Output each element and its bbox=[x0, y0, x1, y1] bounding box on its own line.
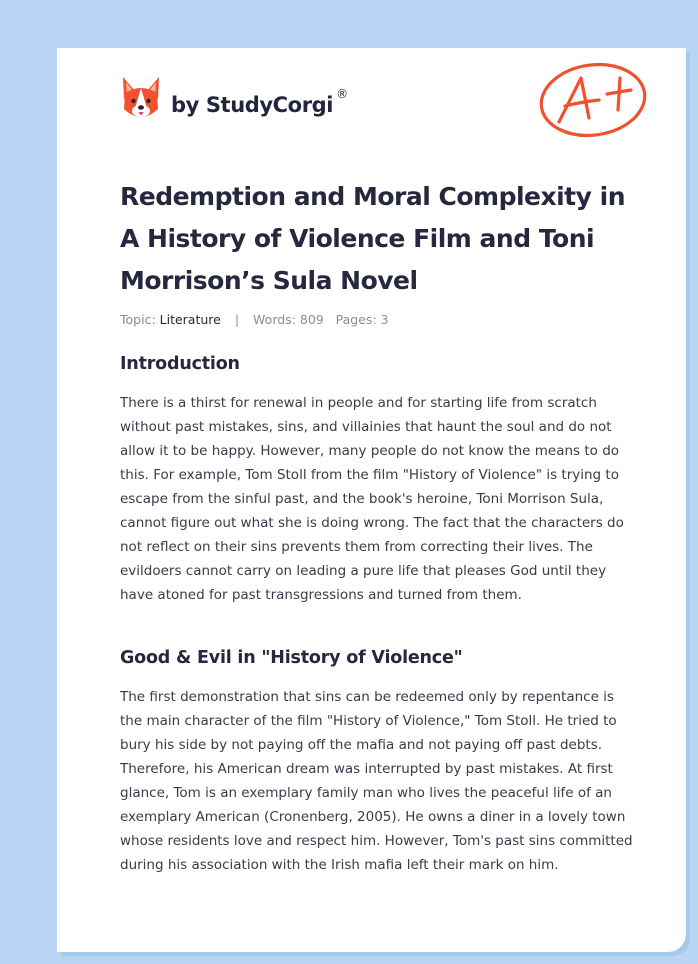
document-meta bbox=[120, 312, 389, 327]
corgi-logo-icon bbox=[120, 75, 162, 123]
topic-label: Topic: bbox=[120, 312, 156, 327]
section-heading-introduction: Introduction bbox=[120, 354, 240, 374]
registered-mark: ® bbox=[336, 87, 349, 101]
a-plus-grade-icon bbox=[537, 58, 649, 140]
brand-header[interactable] bbox=[120, 75, 348, 123]
document-title: Redemption and Moral Complexity in A History of Violence Film and Toni Morrison’s Sula Novel bbox=[120, 182, 625, 295]
words-value: 809 bbox=[299, 312, 324, 327]
section-heading-good-evil: Good & Evil in "History of Violence" bbox=[120, 648, 463, 668]
section-text-introduction: There is a thirst for renewal in people and for starting life from scratch without past mistakes, sins, and villainies that haunt the soul and do not allow it to be happy. However, many people do not know the means to do this. For example, Tom Stoll from the film "History of Violence" is trying to escape from the sinful past, and the book's heroine, Toni Morrison Sula, cannot figure out what she is doing wrong. The fact that the characters do not reflect on their sins prevents them from correcting their lives. The evildoers cannot carry on leading a pure life that pleases God until they have atoned for past transgressions and turned from them. bbox=[120, 395, 624, 603]
document-page bbox=[57, 48, 686, 952]
brand-name: by StudyCorgi bbox=[171, 93, 334, 117]
pages-value: 3 bbox=[380, 312, 389, 327]
section-text-good-evil: The first demonstration that sins can be redeemed only by repentance is the main character of the film "History of Violence," Tom Stoll. He tried to bury his side by not paying off the mafia and not paying off past debts. Therefore, his American dream was interrupted by past mistakes. At first glance, Tom is an exemplary family man who lives the peaceful life of an exemplary American (Cronenberg, 2005). He owns a diner in a lovely town whose residents love and respect him. However, Tom's past sins committed during his association with the Irish mafia left their mark on him. bbox=[120, 689, 633, 873]
pages-label: Pages: bbox=[335, 312, 377, 327]
words-label: Words: bbox=[253, 312, 296, 327]
meta-separator: | bbox=[234, 312, 240, 327]
topic-value[interactable]: Literature bbox=[159, 312, 221, 327]
